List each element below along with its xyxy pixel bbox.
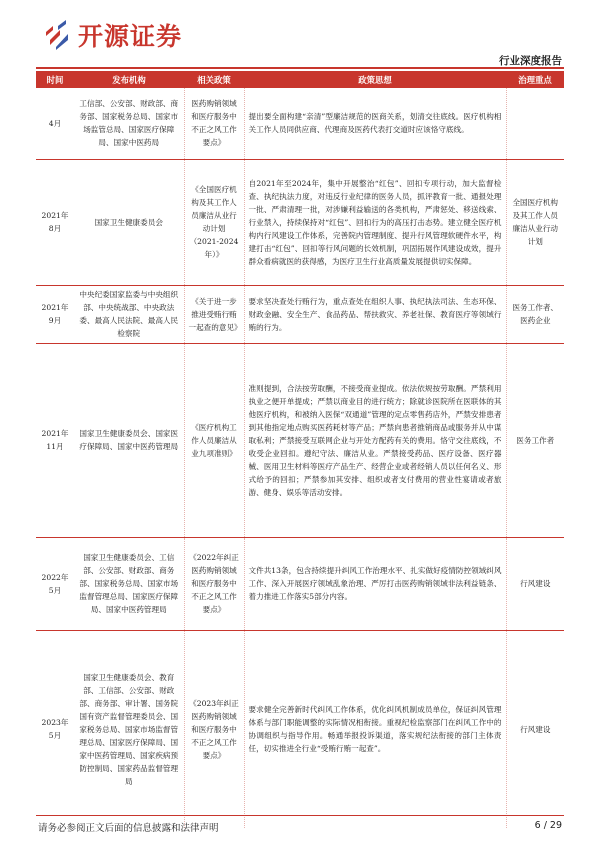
cell-time: 4月 xyxy=(36,88,74,159)
cell-idea: 自2021年至2024年，集中开展整治“红包”、回扣专项行动，加大监督检查、执纪执法力度，对违反行业纪律的医务人员，抓评教育一批、通报处理一批、严肃清理一批，对涉嫌利益输送的各类机构，严肃惩处、移送线索、行业禁入，持续保持对“红包”、回扣行为的高压打击态势。建立健全医疗机构内行风建设工作体系，完善院内管理制度、提升行风管理软硬件水平，构建打击“红包”、回扣等行风问题的长效机制，巩固拓展作风建设成效，提升群众看病就医的获得感，为医疗卫生行业高质量发展提供切实保障。 xyxy=(244,159,506,285)
page-header xyxy=(0,0,600,68)
cell-policy: 《2022年纠正医药购销领域和医疗服务中不正之风工作要点》 xyxy=(184,537,244,630)
brand-name: 开源证券 xyxy=(78,22,183,51)
cell-policy: 《全国医疗机构及其工作人员廉洁从业行动计划（2021-2024年）》 xyxy=(184,159,244,285)
footer-disclaimer: 请务必参阅正文后面的信息披露和法律声明 xyxy=(38,823,219,834)
cell-focus xyxy=(506,88,564,159)
cell-idea: 提出要全面构建“亲清”型廉洁规范的医商关系，划清交往底线。医疗机构相关工作人员同供应商、代理商及医药代表打交道时应该恪守底线。 xyxy=(244,88,506,159)
table-row xyxy=(36,159,564,285)
col-header-policy: 相关政策 xyxy=(184,71,244,88)
cell-policy: 医药购销领域和医疗服务中不正之风工作要点》 xyxy=(184,88,244,159)
cell-idea: 要求健全完善新时代纠风工作体系，优化纠风机制成员单位，保证纠风管理体系与部门职能调整的实际情况相衔接。重视纪检监察部门在纠风工作中的协调组织与指导作用。畅通举报投诉渠道，落实规纪法衔接的部门主体责任，切实推进全行业“受贿行贿一起查”。 xyxy=(244,630,506,828)
col-header-idea: 政策思想 xyxy=(244,71,506,88)
cell-focus: 医务工作者、医药企业 xyxy=(506,285,564,343)
policy-table xyxy=(36,71,564,828)
table-row xyxy=(36,88,564,159)
cell-time: 2023年5月 xyxy=(41,718,69,741)
cell-time: 2021年11月 xyxy=(36,343,74,537)
cell-time: 2021年9月 xyxy=(36,285,74,343)
cell-focus: 医务工作者 xyxy=(506,343,564,537)
cell-org: 国家卫生健康委员会、工信部、公安部、财政部、商务部、国家税务总局、国家市场监督管理总局、国家医疗保障局、国家中医药管理局 xyxy=(74,537,184,630)
table-row xyxy=(36,285,564,343)
cell-policy: 《医疗机构工作人员廉洁从业九项准则》 xyxy=(184,343,244,537)
header-divider xyxy=(36,67,564,69)
table-row xyxy=(36,537,564,630)
cell-focus: 全国医疗机构及其工作人员廉洁从业行动计划 xyxy=(506,159,564,285)
cell-idea: 准则提到，合法按劳取酬，不接受商业提成。依法依规按劳取酬。严禁利用执业之便开单提成；严禁以商业目的进行统方；除就诊医院所在医联体的其他医疗机构，和被纳入医保“双通道”管理的定点零售药店外，严禁安排患者到其他指定地点购买医药耗材等产品；严禁向患者推销商品或服务并从中谋取私利；严禁接受互联网企业与开处方配药有关的费用。恪守交往底线，不收受企业回扣。遵纪守法、廉洁从业。严禁接受药品、医疗设备、医疗器械、医用卫生材料等医疗产品生产、经营企业或者经销人员以任何名义、形式给予的回扣；严禁参加其安排、组织或者支付费用的营业性宴请或者旅游、健身、娱乐等活动安排。 xyxy=(244,343,506,537)
cell-policy: 《2023年纠正医药购销领域和医疗服务中不正之风工作要点》 xyxy=(184,630,244,828)
col-header-org: 发布机构 xyxy=(74,71,184,88)
brand-logo-icon xyxy=(44,20,72,50)
cell-org: 中央纪委国家监委与中央组织部、中央统战部、中央政法委、最高人民法院、最高人民检察院 xyxy=(74,285,184,343)
cell-idea: 文件共13条，包含持续提升纠风工作治理水平、扎实做好疫情防控领域纠风工作、深入开展医疗领域乱象治理、严厉打击医药购销领域非法利益链条、着力推进工作落实5部分内容。 xyxy=(244,537,506,630)
cell-focus: 行风建设 xyxy=(520,724,551,734)
footer-divider xyxy=(36,815,564,816)
table-header-row xyxy=(36,71,564,88)
cell-focus: 行风建设 xyxy=(506,537,564,630)
cell-time: 2022年5月 xyxy=(36,537,74,630)
table-row xyxy=(36,630,564,828)
brand-logo xyxy=(44,18,182,52)
cell-time: 2021年8月 xyxy=(36,159,74,285)
cell-org: 国家卫生健康委员会、教育部、工信部、公安部、财政部、商务部、审计署、国务院国有资产监督管理委员会、国家税务总局、国家市场监督管理总局、国家医疗保障局、国家中医药管理局、国家疾病预防控制局、国家药品监督管理局 xyxy=(74,630,184,828)
cell-idea: 要求坚决查处行贿行为，重点查处在组织人事、执纪执法司法、生态环保、财政金融、安全生产、食品药品、帮扶救灾、养老社保、教育医疗等领域行贿的行为。 xyxy=(244,285,506,343)
cell-org: 国家卫生健康委员会、国家医疗保障局、国家中医药管理局 xyxy=(74,343,184,537)
page-number: 6 / 29 xyxy=(534,820,562,831)
cell-org: 国家卫生健康委员会 xyxy=(74,159,184,285)
col-header-time: 时间 xyxy=(36,71,74,88)
table-row xyxy=(36,343,564,537)
cell-policy: 《关于进一步推进受贿行贿一起查的意见》 xyxy=(184,285,244,343)
report-type-label: 行业深度报告 xyxy=(499,55,562,67)
col-header-focus: 治理重点 xyxy=(506,71,564,88)
cell-org: 工信部、公安部、财政部、商务部、国家税务总局、国家市场监管总局、国家医疗保障局、国家中医药局 xyxy=(74,88,184,159)
